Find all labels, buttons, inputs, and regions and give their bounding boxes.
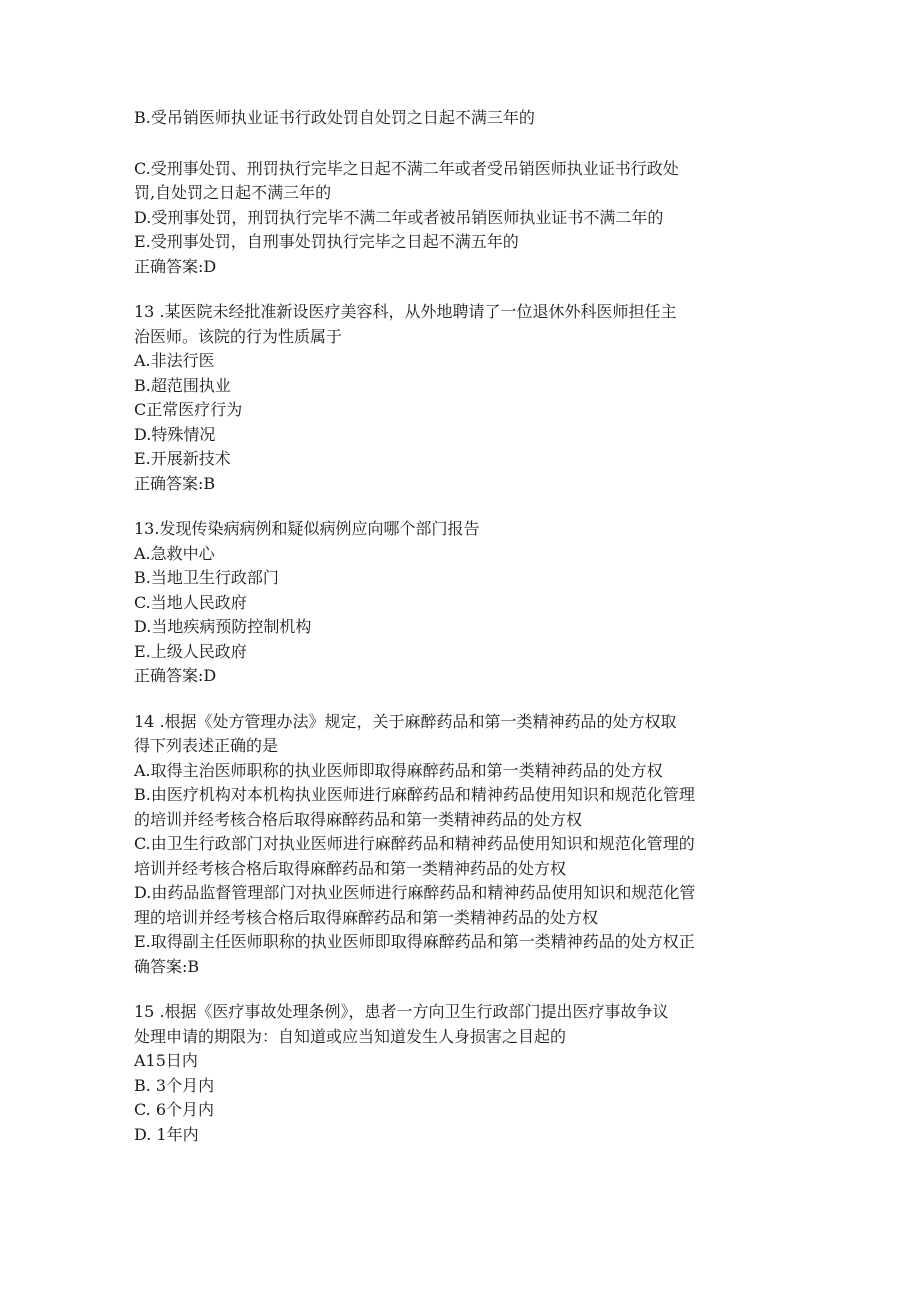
option-d: D.由药品监督管理部门对执业医师进行麻醉药品和精神药品使用知识和规范化管 <box>134 883 696 902</box>
option-d: D.特殊情况 <box>134 424 216 444</box>
answer-line: 正确答案:B <box>134 473 216 493</box>
option-a: A.非法行医 <box>134 351 215 370</box>
question-text: 治医师。该院的行为性质属于 <box>134 326 343 346</box>
text-line: D.受刑事处罚，刑罚执行完毕不满二年或者被吊销医师执业证书不满二年的 <box>134 207 664 227</box>
option-c: C.由卫生行政部门对执业医师进行麻醉药品和精神药品使用知识和规范化管理的 <box>134 834 695 853</box>
option-d-cont: 理的培训并经考核合格后取得麻醉药品和第一类精神药品的处方权 <box>134 907 599 927</box>
option-d: D.当地疾病预防控制机构 <box>134 617 312 636</box>
question-text: 14 .根据《处方管理办法》规定，关于麻醉药品和第一类精神药品的处方权取 <box>134 711 677 731</box>
text-line: C.受刑事处罚、刑罚执行完毕之日起不满二年或者受吊销医师执业证书行政处 <box>134 158 679 178</box>
question-text: 13.发现传染病病例和疑似病例应向哪个部门报告 <box>134 519 480 538</box>
option-c: C.当地人民政府 <box>134 592 247 612</box>
question-14 <box>134 710 794 980</box>
document-body <box>134 106 794 1147</box>
option-b: B. 3个月内 <box>134 1075 215 1095</box>
question-text: 处理申请的期限为：自知道或应当知道发生人身损害之目起的 <box>134 1026 567 1046</box>
option-a: A.急救中心 <box>134 543 215 563</box>
option-block-c-e <box>134 157 794 280</box>
option-e: E.上级人民政府 <box>134 641 247 661</box>
question-text: 13 .某医院未经批准新设医疗美容科，从外地聘请了一位退休外科医师担任主 <box>134 302 677 321</box>
option-c-cont: 培训并经考核合格后取得麻醉药品和第一类精神药品的处方权 <box>134 858 567 878</box>
option-c: C正常医疗行为 <box>134 400 243 419</box>
answer-line: 正确答案:D <box>134 256 217 276</box>
option-c: C. 6个月内 <box>134 1100 215 1119</box>
option-b-cont: 的培训并经考核合格后取得麻醉药品和第一类精神药品的处方权 <box>134 809 583 829</box>
option-e: E.开展新技术 <box>134 449 231 468</box>
option-block-b <box>134 106 794 131</box>
text-line: E.受刑事处罚，自刑事处罚执行完毕之日起不满五年的 <box>134 232 519 251</box>
question-13-medical-beauty <box>134 300 794 496</box>
option-b: B.超范围执业 <box>134 375 231 395</box>
answer-line: 正确答案:D <box>134 666 217 685</box>
option-b: B.当地卫生行政部门 <box>134 568 279 587</box>
option-e: E.取得副主任医师职称的执业医师即取得麻醉药品和第一类精神药品的处方权正 <box>134 932 695 951</box>
question-15 <box>134 1000 794 1147</box>
text-line: 罚,自处罚之日起不满三年的 <box>134 183 332 202</box>
question-text: 15 .根据《医疗事故处理条例》，患者一方向卫生行政部门提出医疗事故争议 <box>134 1002 669 1021</box>
option-a: A15日内 <box>134 1051 198 1070</box>
question-13-infectious-disease <box>134 517 794 689</box>
text-line: B.受吊销医师执业证书行政处罚自处罚之日起不满三年的 <box>134 108 535 127</box>
option-a: A.取得主治医师职称的执业医师即取得麻醉药品和第一类精神药品的处方权 <box>134 760 663 780</box>
option-b: B.由医疗机构对本机构执业医师进行麻醉药品和精神药品使用知识和规范化管理 <box>134 785 695 804</box>
option-d: D. 1年内 <box>134 1124 199 1144</box>
question-text: 得下列表述正确的是 <box>134 736 279 755</box>
answer-line: 确答案:B <box>134 956 200 976</box>
